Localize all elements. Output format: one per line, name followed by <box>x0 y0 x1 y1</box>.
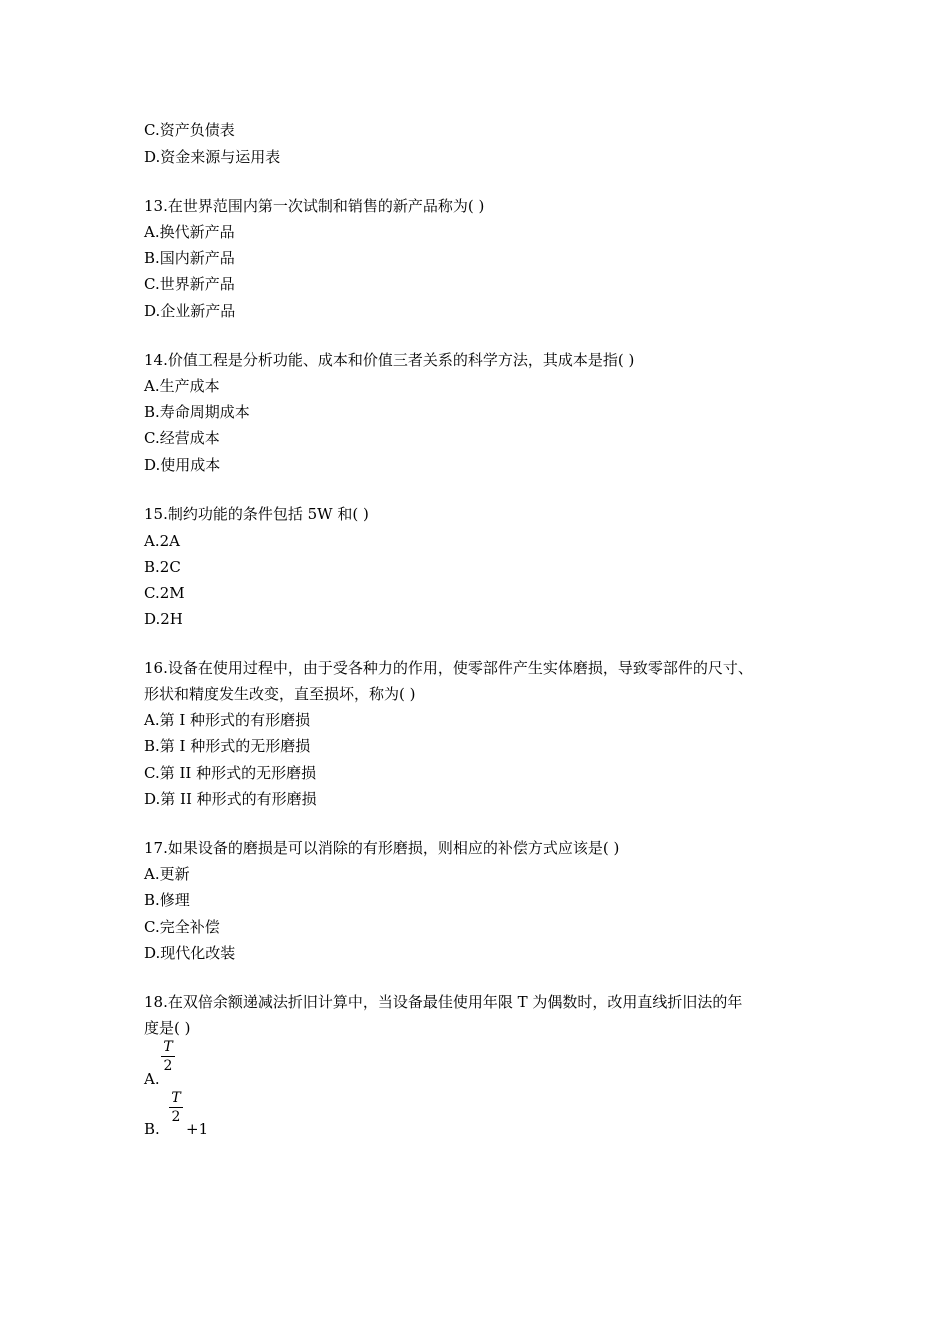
q16-option-c: C.第 II 种形式的无形磨损 <box>144 764 317 782</box>
q15-option-b: B.2C <box>144 558 181 576</box>
q16-option-b: B.第 I 种形式的无形磨损 <box>144 737 311 755</box>
q12-option-c: C.资产负债表 <box>144 121 235 139</box>
fraction-denominator: 2 <box>163 1058 173 1074</box>
q15-stem: 15.制约功能的条件包括 5W 和( ) <box>144 505 369 523</box>
q14-option-c: C.经营成本 <box>144 429 220 447</box>
fraction-numerator: T <box>169 1090 183 1108</box>
q15-option-c: C.2M <box>144 584 185 602</box>
q18-option-b-label: B. <box>144 1120 160 1138</box>
q14-option-d: D.使用成本 <box>144 456 221 474</box>
q14-option-a: A.生产成本 <box>144 377 220 395</box>
q16-stem-line-2: 形状和精度发生改变，直至损坏，称为( ) <box>144 685 416 703</box>
q16-stem-line-1: 16.设备在使用过程中，由于受各种力的作用，使零部件产生实体磨损，导致零部件的尺寸、 <box>144 659 753 677</box>
q18-stem-line-1: 18.在双倍余额递减法折旧计算中，当设备最佳使用年限 T 为偶数时，改用直线折旧法的年 <box>144 993 743 1011</box>
q17-option-c: C.完全补偿 <box>144 918 220 936</box>
q13-option-d: D.企业新产品 <box>144 302 236 320</box>
q18-option-a-label: A. <box>144 1070 160 1088</box>
q13-option-a: A.换代新产品 <box>144 223 235 241</box>
q18-option-b-fraction <box>169 1090 183 1125</box>
q17-option-d: D.现代化改装 <box>144 944 236 962</box>
q18-stem-line-2: 度是( ) <box>144 1019 191 1037</box>
q17-option-a: A.更新 <box>144 865 190 883</box>
q18-option-a-fraction <box>161 1039 175 1074</box>
fraction-denominator: 2 <box>171 1109 181 1125</box>
q13-stem: 13.在世界范围内第一次试制和销售的新产品称为( ) <box>144 197 485 215</box>
q14-option-b: B.寿命周期成本 <box>144 403 250 421</box>
q17-stem: 17.如果设备的磨损是可以消除的有形磨损，则相应的补偿方式应该是( ) <box>144 839 620 857</box>
q15-option-a: A.2A <box>144 532 180 550</box>
q12-option-d: D.资金来源与运用表 <box>144 148 281 166</box>
q15-option-d: D.2H <box>144 610 183 628</box>
q18-option-b-suffix: +1 <box>186 1120 209 1138</box>
fraction-numerator: T <box>161 1039 175 1057</box>
q13-option-c: C.世界新产品 <box>144 275 235 293</box>
q16-option-d: D.第 II 种形式的有形磨损 <box>144 790 317 808</box>
q13-option-b: B.国内新产品 <box>144 249 235 267</box>
q16-option-a: A.第 I 种形式的有形磨损 <box>144 711 311 729</box>
q17-option-b: B.修理 <box>144 891 190 909</box>
q14-stem: 14.价值工程是分析功能、成本和价值三者关系的科学方法，其成本是指( ) <box>144 351 635 369</box>
